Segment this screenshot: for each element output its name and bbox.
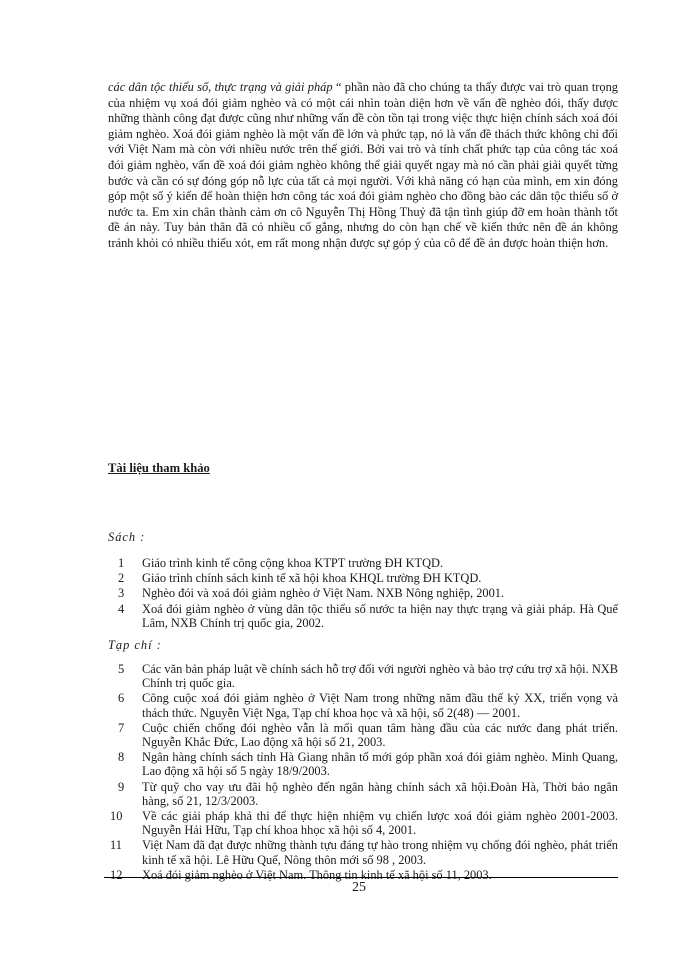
journals-list <box>108 662 618 883</box>
list-item: 7 Cuộc chiến chống đói nghèo vẫn là mối quan tâm hàng đầu của các nước đang phát triển. Nguyễn Khắc Đức, Lao động xã hội số 21, 2003. <box>118 720 618 750</box>
books-list <box>108 556 618 631</box>
conclusion-text: “ phần nào đã cho chúng ta thấy được vai trò quan trọng của nhiệm vụ xoá đói giảm nghèo và có một cái nhìn toàn diện hơn về vấn đề nghèo đói, thấy được những thành công đạt được cũng như những vấn đề còn tồn tại trong việc thực hiện chính sách xoá đói giảm nghèo. Xoá đói giảm nghèo là một vấn đề lớn và phức tạp, nó là vấn đề thách thức không chỉ đối với Việt Nam mà còn với nhiều nước trên thế giới. Bởi vai trò và tính chất phức tạp của công tác xoá đói giảm nghèo, vấn đề xoá đói giảm nghèo không thể giải quyết ngay mà nó cần phải giải quyết từng bước và cần có sự đóng góp nỗ lực của tất cả mọi người. Với khả năng có hạn của mình, em xin đóng góp một số ý kiến để hoàn thiện hơn công tác xoá đói giảm nghèo cho đồng bào các dân tộc thiểu số ở nước ta. Em xin chân thành cảm ơn cô Nguyễn Thị Hồng Thuỷ đã tận tình giúp đỡ em hoàn thành tốt đề án này. Tuy bản thân đã có nhiều cố gắng, nhưng do còn hạn chế về kiến thức nên đề án không tránh khỏi có nhiều thiếu xót, em rất mong nhận được sự góp ý của cô để đề án được hoàn thiện hơn. <box>108 80 618 250</box>
list-item: 6 Công cuộc xoá đói giảm nghèo ở Việt Nam trong những năm đầu thế kỷ XX, triển vọng và thách thức. Nguyễn Việt Nga, Tạp chí khoa học và xã hội, số 2(48) — 2001. <box>118 691 618 720</box>
footer-rule <box>104 877 618 878</box>
list-item: 2 Giáo trình chính sách kinh tế xã hội khoa KHQL trường ĐH KTQD. <box>118 571 482 586</box>
list-item: 9 Từ quỹ cho vay ưu đãi hộ nghèo đến ngân hàng chính sách xã hội.Đoàn Hà, Thời báo ngân hàng, số 21, 12/3/2003. <box>118 779 618 808</box>
conclusion-paragraph <box>108 80 618 252</box>
list-item: 4 Xoá đói giảm nghèo ở vùng dân tộc thiểu số nước ta hiện nay thực trạng và giải pháp. Hà Quế Lâm, NXB Chính trị quốc gia, 2002. <box>118 601 618 630</box>
list-item: 12 Xoá đói giảm nghèo ở Việt Nam. Thông tin kinh tế xã hội số 11, 2003. <box>110 867 492 882</box>
list-item: 3 Nghèo đói và xoá đói giảm nghèo ở Việt Nam. NXB Nông nghiệp, 2001. <box>118 586 505 601</box>
books-label: Sách : <box>108 530 146 544</box>
references-heading: Tài liệu tham khảo <box>108 461 210 475</box>
italic-title-lead: các dân tộc thiểu số, thực trạng và giải pháp <box>108 80 333 94</box>
list-item: 11 Việt Nam đã đạt được những thành tựu đáng tự hào trong nhiệm vụ chống đói nghèo, phát triển kinh tế xã hội. Lê Hữu Quế, Nông thôn mới số 98 , 2003. <box>110 838 618 867</box>
list-item: 5 Các văn bản pháp luật về chính sách hỗ trợ đối với người nghèo và bảo trợ cứu trợ xã hội. NXB Chính trị quốc gia. <box>118 662 618 691</box>
journals-label: Tạp chí : <box>108 638 162 652</box>
list-item: 1 Giáo trình kinh tế công cộng khoa KTPT trường ĐH KTQD. <box>118 556 444 570</box>
list-item: 10 Về các giải pháp khả thi để thực hiện nhiệm vụ chiến lược xoá đói giảm nghèo 2001-2003. Nguyễn Hải Hữu, Tạp chí khoa hhọc xã hội số 4, 2001. <box>110 809 618 838</box>
page-number: 25 <box>352 880 366 895</box>
list-item: 8 Ngân hàng chính sách tỉnh Hà Giang nhân tố mới góp phần xoá đói giảm nghèo. Minh Quang, Lao động xã hội số 5 ngày 18/9/2003. <box>118 750 618 779</box>
